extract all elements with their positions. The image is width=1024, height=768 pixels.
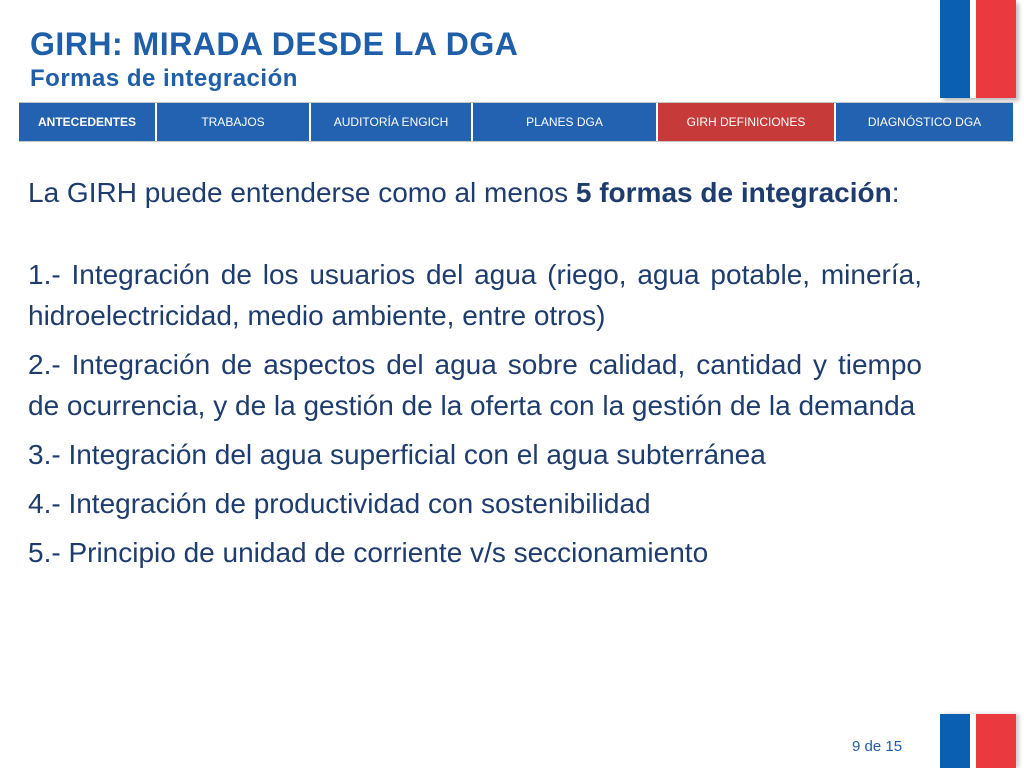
slide-subtitle: Formas de integración: [30, 65, 298, 92]
flag-red-stripe: [976, 714, 1016, 768]
tab-girh-definiciones[interactable]: GIRH DEFINICIONES: [658, 103, 836, 141]
tab-planes-dga[interactable]: PLANES DGA: [473, 103, 658, 141]
intro-emphasis: 5 formas de integración: [575, 177, 892, 208]
flag-blue-stripe: [940, 714, 970, 768]
flag-blue-stripe: [940, 0, 970, 98]
page-number: 9 de 15: [852, 738, 903, 755]
list-item: 4.- Integración de productividad con sostenibilidad: [28, 488, 651, 519]
list-item: 2.- Integración de aspectos del agua sobre calidad, cantidad y tiempo de ocurrencia, y de la gestión de la oferta con la gestión de la demanda: [28, 349, 922, 421]
slide-body: [28, 172, 922, 581]
tab-antecedentes[interactable]: ANTECEDENTES: [19, 103, 157, 141]
flag-logo-bottom: [940, 714, 1016, 768]
flag-logo-top: [940, 0, 1016, 98]
intro-paragraph: [28, 172, 922, 213]
list-item: 3.- Integración del agua superficial con el agua subterránea: [28, 439, 766, 470]
slide-title: GIRH: MIRADA DESDE LA DGA: [30, 26, 519, 62]
list-item: 5.- Principio de unidad de corriente v/s seccionamiento: [28, 537, 709, 568]
intro-colon: :: [891, 177, 900, 208]
tab-diagnostico-dga[interactable]: DIAGNÓSTICO DGA: [836, 103, 1013, 141]
tab-auditoria-engich[interactable]: AUDITORÍA ENGICH: [311, 103, 473, 141]
list-item: 1.- Integración de los usuarios del agua (riego, agua potable, minería, hidroelectricidad, medio ambiente, entre otros): [28, 259, 922, 331]
flag-red-stripe: [976, 0, 1016, 98]
intro-text: La GIRH puede entenderse como al menos: [28, 177, 576, 208]
tab-trabajos[interactable]: TRABAJOS: [157, 103, 311, 141]
section-nav: [19, 102, 1013, 142]
